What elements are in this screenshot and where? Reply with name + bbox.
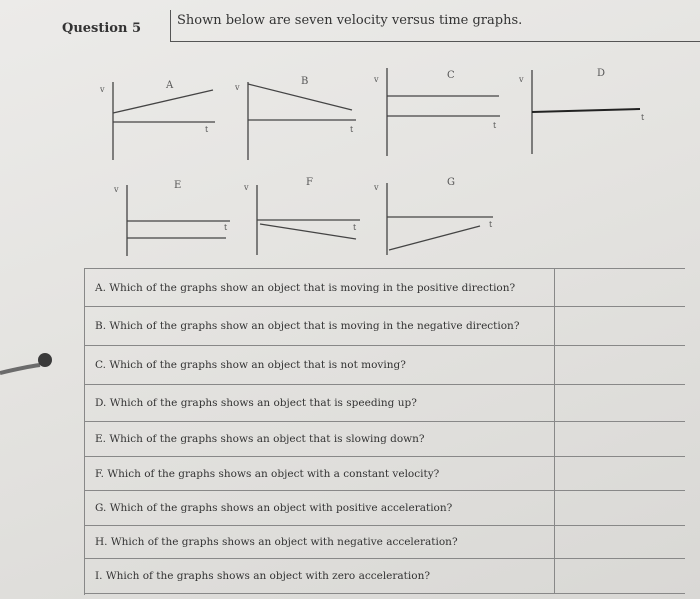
graph-e xyxy=(127,185,230,256)
graph-g-v-label: v xyxy=(374,183,379,192)
graph-b-label: B xyxy=(301,76,309,87)
questions-table xyxy=(84,268,685,595)
graph-b-t-label: t xyxy=(350,125,354,134)
graph-a-t-label: t xyxy=(205,125,209,134)
graph-d-v-label: v xyxy=(519,75,524,84)
graph-a-label: A xyxy=(166,80,174,91)
table-row xyxy=(85,559,685,594)
answer-e-cell[interactable] xyxy=(556,422,685,456)
question-e-text: E. Which of the graphs shows an object that is slowing down? xyxy=(85,422,555,456)
answer-d-cell[interactable] xyxy=(556,385,685,421)
graph-c-label: C xyxy=(447,70,455,81)
question-number: Question 5 xyxy=(62,21,142,36)
graph-e-v-label: v xyxy=(114,185,119,194)
graph-g-t-label: t xyxy=(489,220,493,229)
answer-g-cell[interactable] xyxy=(556,491,685,525)
question-g-text: G. Which of the graphs shows an object with positive acceleration? xyxy=(85,491,555,525)
question-prompt: Shown below are seven velocity versus time graphs. xyxy=(170,10,700,42)
question-b-text: B. Which of the graphs show an object that is moving in the negative direction? xyxy=(85,307,555,345)
answer-a-cell[interactable] xyxy=(556,269,685,306)
graph-g-label: G xyxy=(447,177,455,188)
question-h-text: H. Which of the graphs shows an object with negative acceleration? xyxy=(85,526,555,558)
binder-ring-icon xyxy=(0,345,60,385)
graph-b-v-label: v xyxy=(235,83,240,92)
graph-g xyxy=(387,183,493,255)
graph-c xyxy=(387,68,500,156)
question-c-text: C. Which of the graphs show an object that is not moving? xyxy=(85,346,555,384)
graph-c-t-label: t xyxy=(493,121,497,130)
table-row xyxy=(85,385,685,422)
answer-h-cell[interactable] xyxy=(556,526,685,558)
table-row xyxy=(85,457,685,491)
velocity-time-graphs xyxy=(0,0,700,270)
table-row xyxy=(85,422,685,457)
graph-f-label: F xyxy=(306,177,313,188)
table-row xyxy=(85,307,685,346)
table-row xyxy=(85,269,685,307)
graph-e-t-label: t xyxy=(224,223,228,232)
graph-c-v-label: v xyxy=(374,75,379,84)
graph-d-label: D xyxy=(597,68,606,79)
graph-b xyxy=(248,82,356,160)
question-f-text: F. Which of the graphs shows an object with a constant velocity? xyxy=(85,457,555,490)
graph-d xyxy=(532,70,640,154)
table-row xyxy=(85,526,685,559)
question-a-text: A. Which of the graphs show an object that is moving in the positive direction? xyxy=(85,269,555,306)
table-row xyxy=(85,346,685,385)
answer-f-cell[interactable] xyxy=(556,457,685,490)
graph-f-v-label: v xyxy=(244,183,249,192)
graph-a xyxy=(113,82,215,160)
answer-c-cell[interactable] xyxy=(556,346,685,384)
graph-a-v-label: v xyxy=(100,85,105,94)
answer-i-cell[interactable] xyxy=(556,559,685,593)
answer-b-cell[interactable] xyxy=(556,307,685,345)
graph-f xyxy=(257,185,360,255)
question-i-text: I. Which of the graphs shows an object with zero acceleration? xyxy=(85,559,555,593)
table-row xyxy=(85,491,685,526)
graph-f-t-label: t xyxy=(353,223,357,232)
graph-e-label: E xyxy=(174,180,182,191)
question-d-text: D. Which of the graphs shows an object that is speeding up? xyxy=(85,385,555,421)
graph-d-t-label: t xyxy=(641,113,645,122)
